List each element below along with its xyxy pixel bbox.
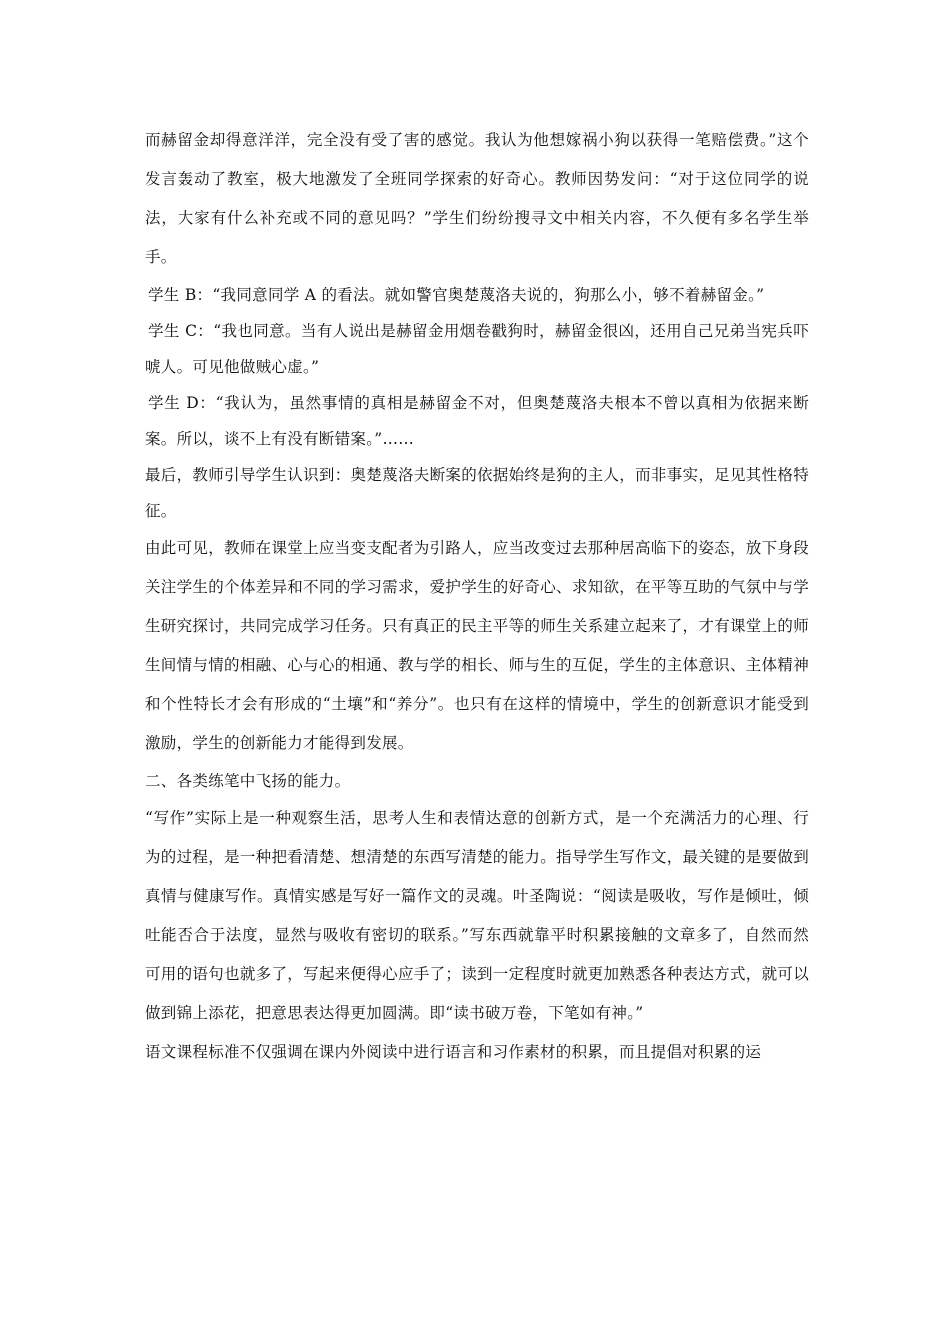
section-heading: 二、各类练笔中飞扬的能力。 — [145, 772, 351, 790]
paragraph-class-discussion: 而赫留金却得意洋洋，完全没有受了害的感觉。我认为他想嫁祸小狗以获得一笔赔偿费。”这个发言轰动了教室，极大地激发了全班同学探索的好奇心。教师因势发问：“对于这位同学的说法，大家有什么补充或不同的意见吗？”学生们纷纷搜寻文中相关内容，不久便有多名学生举手。 — [145, 131, 809, 266]
paragraph-student-b: 学生 B：“我同意同学 A 的看法。就如警官奥楚蔑洛夫说的，狗那么小，够不着赫留金。” — [148, 286, 765, 304]
paragraph-teacher-role: 由此可见，教师在课堂上应当变支配者为引路人，应当改变过去那种居高临下的姿态，放下身段关注学生的个体差异和不同的学习需求，爱护学生的好奇心、求知欲，在平等互助的气氛中与学生研究探讨，共同完成学习任务。只有真正的民主平等的师生关系建立起来了，才有课堂上的师生间情与情的相融、心与心的相通、教与学的相长、师与生的互促，学生的主体意识、主体精神和个性特长才会有形成的“土壤”和“养分”。也只有在这样的情境中，学生的创新意识才能受到激励，学生的创新能力才能得到发展。 — [145, 539, 809, 752]
document-page — [145, 121, 809, 1072]
paragraph-writing: “写作”实际上是一种观察生活，思考人生和表情达意的创新方式，是一个充满活力的心理、行为的过程，是一种把看清楚、想清楚的东西写清楚的能力。指导学生写作文，最关键的是要做到真情与健康写作。真情实感是写好一篇作文的灵魂。叶圣陶说：“阅读是吸收，写作是倾吐，倾吐能否合于法度，显然与吸收有密切的联系。”写东西就靠平时积累接触的文章多了，自然而然可用的语句也就多了，写起来便得心应手了；读到一定程度时就更加熟悉各种表达方式，就可以做到锦上添花，把意思表达得更加圆满。即“读书破万卷，下笔如有神。” — [145, 809, 809, 1022]
paragraph-teacher-conclusion: 最后，教师引导学生认识到：奥楚蔑洛夫断案的依据始终是狗的主人，而非事实，足见其性格特征。 — [145, 466, 809, 520]
paragraph-student-d: 学生 D：“我认为，虽然事情的真相是赫留金不对，但奥楚蔑洛夫根本不曾以真相为依据来断案。所以，谈不上有没有断错案。”…… — [145, 394, 809, 448]
paragraph-student-c: 学生 C：“我也同意。当有人说出是赫留金用烟卷戳狗时，赫留金很凶，还用自己兄弟当宪兵吓唬人。可见他做贼心虚。” — [145, 322, 809, 376]
paragraph-curriculum: 语文课程标准不仅强调在课内外阅读中进行语言和习作素材的积累，而且提倡对积累的运 — [145, 1043, 762, 1061]
